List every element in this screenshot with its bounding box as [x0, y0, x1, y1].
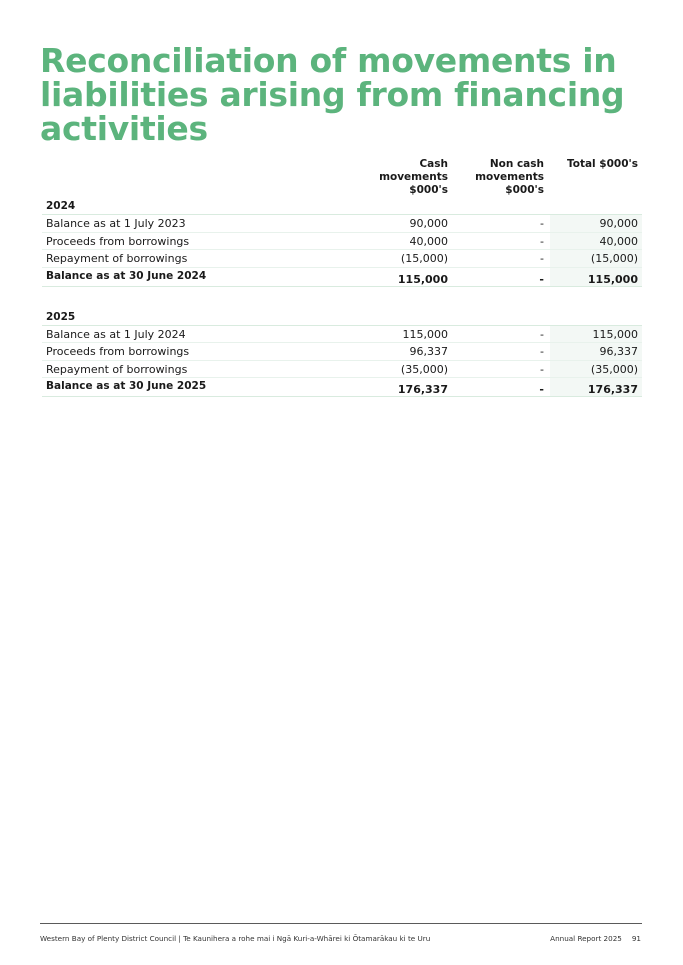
cash-value: 96,337 — [409, 345, 448, 358]
total-value: 96,337 — [599, 345, 638, 358]
row-label: Proceeds from borrowings — [46, 234, 190, 248]
total-value: 115,000 — [592, 327, 638, 341]
footer-council-name: Western Bay of Plenty District Council | Te Kaunihera a rohe mai i Ngā Kuri-a-Whārei ki Ōtamarākau ki te Uru — [40, 934, 431, 943]
header-noncash-movements: Non cash movements $000's — [475, 158, 544, 196]
row-label: Balance as at 1 July 2023 — [46, 217, 186, 230]
cash-value: 176,337 — [397, 383, 448, 396]
header-cash-movements: Cash movements $000's — [379, 158, 448, 196]
row-label: Balance as at 1 July 2024 — [46, 327, 186, 341]
section-year-2025: 2025 — [42, 309, 642, 326]
table-header — [42, 158, 642, 198]
total-value: 90,000 — [599, 217, 638, 230]
noncash-value: - — [540, 234, 544, 248]
cash-value: 115,000 — [402, 327, 448, 341]
footer-report-title: Annual Report 2025 — [550, 934, 622, 943]
noncash-value: - — [539, 272, 544, 286]
noncash-value: - — [540, 327, 544, 341]
table-row — [42, 250, 642, 268]
total-value: (35,000) — [590, 362, 638, 376]
page-number: 91 — [631, 934, 641, 943]
row-label: Balance as at 30 June 2025 — [46, 380, 207, 392]
page-title-line-2: liabilities arising from financing — [40, 75, 625, 114]
row-label: Balance as at 30 June 2024 — [46, 269, 207, 282]
section-year-2024: 2024 — [42, 198, 642, 215]
page-title-line-3: activities — [40, 109, 208, 148]
total-value: 40,000 — [599, 234, 638, 248]
cash-value: (15,000) — [400, 252, 448, 265]
noncash-value: - — [540, 362, 544, 376]
cash-value: 90,000 — [409, 217, 448, 230]
noncash-value: - — [539, 383, 544, 396]
page-title — [40, 41, 640, 148]
row-label: Repayment of borrowings — [46, 252, 188, 265]
cash-value: 40,000 — [409, 234, 448, 248]
total-value: (15,000) — [590, 252, 638, 265]
header-total: Total $000's — [566, 158, 638, 170]
total-row-2024 — [42, 268, 642, 287]
row-label: Proceeds from borrowings — [46, 345, 190, 358]
footer-report-info — [550, 934, 641, 943]
total-row-2025 — [42, 378, 642, 397]
table-row — [42, 233, 642, 251]
cash-value: (35,000) — [400, 362, 448, 376]
table-row — [42, 343, 642, 361]
total-value: 176,337 — [587, 383, 638, 396]
table-row — [42, 215, 642, 233]
row-label: Repayment of borrowings — [46, 362, 188, 376]
noncash-value: - — [540, 252, 544, 265]
page-title-line-1: Reconciliation of movements in — [40, 41, 617, 80]
noncash-value: - — [540, 345, 544, 358]
noncash-value: - — [540, 217, 544, 230]
table-row — [42, 361, 642, 379]
reconciliation-table — [42, 158, 642, 397]
footer-divider — [40, 923, 642, 924]
cash-value: 115,000 — [397, 272, 448, 286]
total-value: 115,000 — [587, 272, 638, 286]
table-row — [42, 326, 642, 344]
